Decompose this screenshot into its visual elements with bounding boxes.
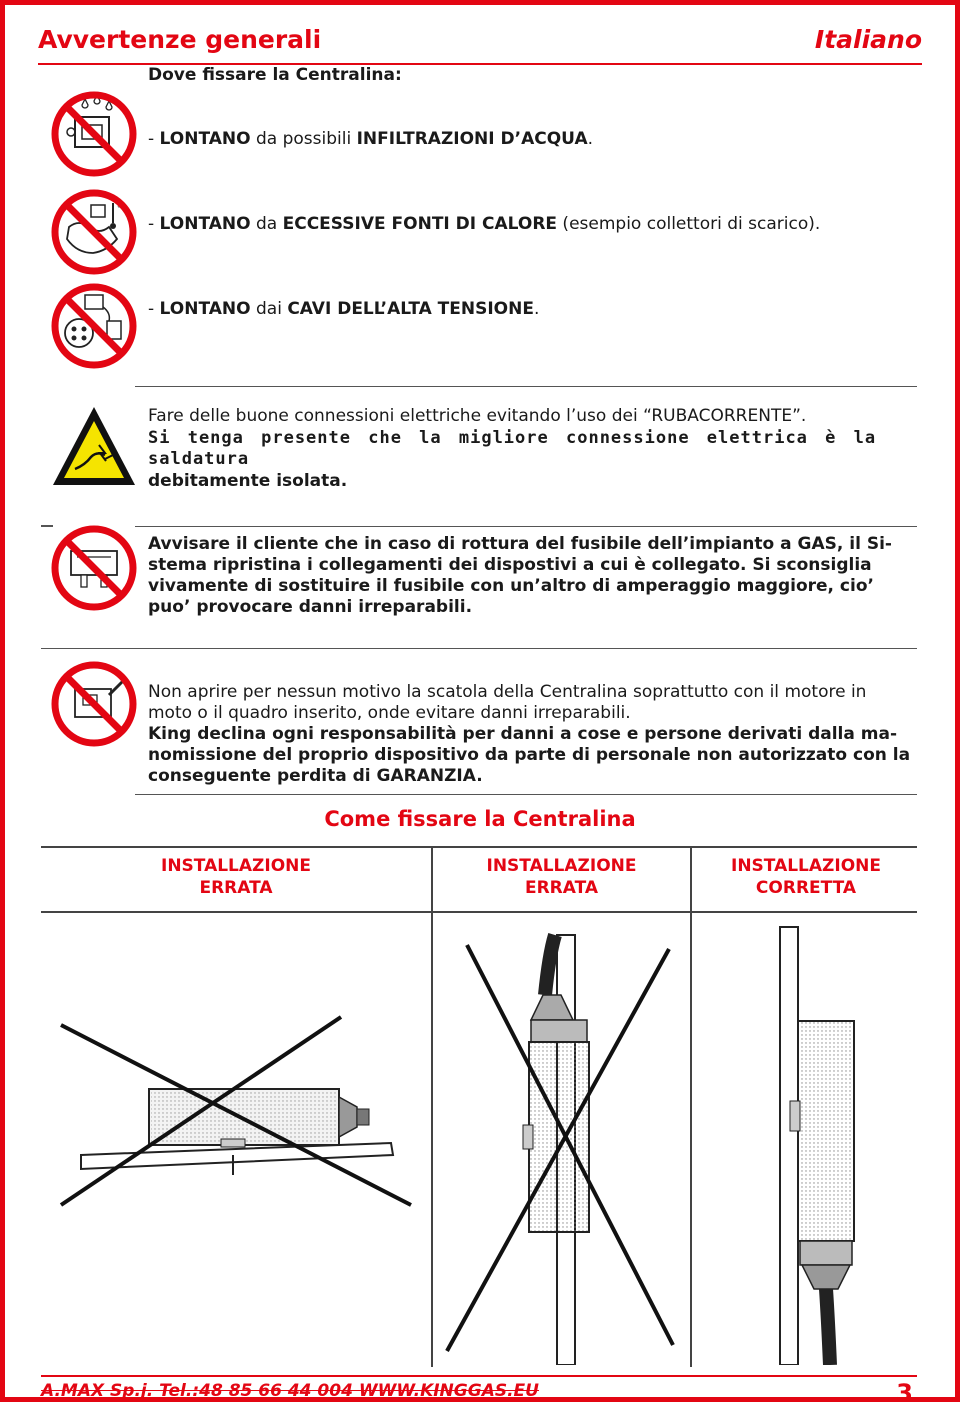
column-header-correct	[692, 855, 920, 899]
warning-dash: -	[148, 214, 160, 234]
warning-text: da possibili	[250, 129, 357, 149]
page-number: 3	[896, 1379, 913, 1407]
connection-line4: debitamente isolata.	[148, 471, 348, 491]
vertical-cable-up-illustration	[433, 925, 690, 1365]
warning-keyword: LONTANO	[159, 214, 251, 234]
warning-dash: -	[148, 299, 160, 319]
horizontal-mount-illustration	[41, 1015, 431, 1215]
no-water-icon	[49, 89, 139, 179]
column-header-line: INSTALLAZIONE	[161, 856, 311, 876]
no-open-box-icon	[49, 659, 139, 749]
warning-emphasis: ECCESSIVE FONTI DI CALORE	[282, 214, 558, 234]
footer-rule	[41, 1375, 917, 1377]
warning-text: da	[250, 214, 283, 234]
connection-line2: Si tenga presente che la migliore connessione elettrica è la	[148, 428, 877, 448]
divider	[135, 386, 917, 387]
fuse-line3: vivamente di sostituire il fusibile con un’altro di amperaggio maggiore, cio’	[148, 576, 874, 596]
table-top-rule	[41, 846, 917, 848]
open-box-line4: nomissione del proprio dispositivo da parte di personale non autorizzato con la	[148, 745, 911, 765]
installation-section-title: Come fissare la Centralina	[324, 807, 636, 831]
vertical-cable-down-illustration	[692, 925, 920, 1365]
no-fuse-icon	[49, 523, 139, 613]
connection-line3: saldatura	[148, 449, 250, 469]
column-header-wrong-1	[41, 855, 431, 899]
divider	[41, 648, 917, 649]
warning-text: .	[587, 129, 594, 149]
column-header-wrong-2	[433, 855, 690, 899]
warning-voltage	[148, 299, 539, 320]
warning-keyword: LONTANO	[159, 299, 251, 319]
warning-emphasis: CAVI DELL’ALTA TENSIONE	[287, 299, 534, 319]
footer-company: A.MAX Sp.j. Tel.:48 85 66 44 004 WWW.KINGGAS.EU	[41, 1381, 539, 1401]
fuse-line1: Avvisare il cliente che in caso di rottura del fusibile dell’impianto a GAS, il Si-	[148, 534, 892, 554]
fuse-line4: puo’ provocare danni irreparabili.	[148, 597, 473, 617]
column-header-line: ERRATA	[524, 878, 599, 898]
open-box-line2: moto o il quadro inserito, onde evitare danni irreparabili.	[148, 703, 631, 723]
column-header-line: INSTALLAZIONE	[486, 856, 637, 876]
warning-emphasis: INFILTRAZIONI D’ACQUA	[356, 129, 588, 149]
open-box-line1: Non aprire per nessun motivo la scatola della Centralina soprattutto con il motore in	[148, 682, 867, 702]
language-label: Italiano	[814, 25, 922, 54]
warning-keyword: LONTANO	[159, 129, 251, 149]
page-header	[38, 19, 922, 65]
fuse-line2: stema ripristina i collegamenti dei dispostivi a cui è collegato. Si sconsiglia	[148, 555, 872, 575]
svg-text:°C: °C	[117, 204, 127, 213]
open-box-line3: King declina ogni responsabilità per danni a cose e persone derivati dalla ma-	[148, 724, 897, 744]
warning-dash: -	[148, 129, 160, 149]
no-high-voltage-icon	[49, 281, 139, 371]
divider	[135, 526, 917, 527]
table-header-rule	[41, 911, 917, 913]
electric-hazard-icon	[49, 401, 139, 491]
warning-heat	[148, 214, 820, 235]
no-heat-icon	[49, 187, 139, 277]
open-box-line5: conseguente perdita di GARANZIA.	[148, 766, 483, 786]
warning-water	[148, 129, 593, 150]
column-header-line: CORRETTA	[755, 878, 857, 898]
placement-subtitle: Dove fissare la Centralina:	[148, 65, 402, 85]
column-header-line: ERRATA	[199, 878, 273, 898]
warning-text: dai	[250, 299, 288, 319]
warning-text: (esempio collettori di scarico).	[557, 214, 821, 234]
connection-line1: Fare delle buone connessioni elettriche evitando l’uso dei “RUBACORRENTE”.	[148, 406, 807, 426]
page-title: Avvertenze generali	[38, 25, 322, 54]
warning-text: .	[533, 299, 540, 319]
divider	[135, 794, 917, 795]
column-header-line: INSTALLAZIONE	[731, 856, 881, 876]
